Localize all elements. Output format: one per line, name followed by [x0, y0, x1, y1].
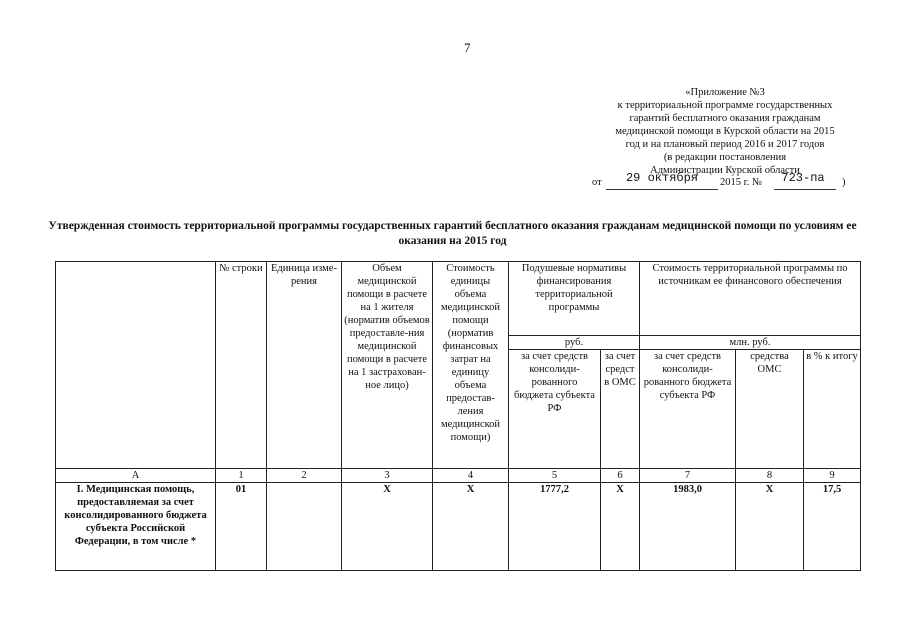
row-number: 01 — [216, 483, 267, 571]
column-index-cell: 5 — [509, 469, 601, 483]
column-index-cell: 4 — [433, 469, 509, 483]
column-index-cell: 9 — [804, 469, 861, 483]
row-total-budget: 1983,0 — [640, 483, 736, 571]
row-per-capita-oms: Х — [601, 483, 640, 571]
annex-line: гарантий бесплатного оказания гражданам — [629, 113, 821, 124]
resolution-year: 2015 г. № — [720, 177, 763, 188]
cost-table — [55, 261, 861, 571]
row-per-capita-budget: 1777,2 — [509, 483, 601, 571]
annex-line: Администрации Курской области — [650, 165, 800, 176]
number-underline — [774, 189, 836, 190]
column-index-cell: 3 — [342, 469, 433, 483]
header-oms-mln: средства ОМС — [736, 350, 804, 469]
date-underline — [606, 189, 718, 190]
resolution-reference — [592, 173, 852, 191]
header-per-capita-group: Подушевые нормативы финансирования территориальной программы — [509, 262, 640, 336]
header-budget-mln: за счет средств консолиди-рованного бюджета субъекта РФ — [640, 350, 736, 469]
resolution-date: 29 октября — [625, 171, 698, 185]
column-index-cell: 7 — [640, 469, 736, 483]
table-row — [56, 483, 861, 571]
header-oms-rub: за счет средст в ОМС — [601, 350, 640, 469]
annex-line: медицинской помощи в Курской области на 2015 — [615, 126, 835, 137]
page-number: 7 — [464, 40, 471, 55]
resolution-closing: ) — [842, 177, 846, 188]
header-per-capita-unit: руб. — [509, 336, 640, 350]
header-total-cost-unit: млн. руб. — [640, 336, 861, 350]
row-unit — [267, 483, 342, 571]
row-volume: Х — [342, 483, 433, 571]
row-label: I. Медицинская помощь, предоставляемая за счет консолидированного бюджета субъекта Российской Федерации, в том числе * — [56, 483, 216, 571]
annex-line: к территориальной программе государственных — [617, 100, 833, 111]
header-unit-cost: Стоимость единицы объема медицинской помощи (норматив финансовых затрат на единицу объема предостав-ления медицинской помощи) — [433, 262, 509, 469]
column-index-cell: А — [56, 469, 216, 483]
header-volume: Объем медицинской помощи в расчете на 1 жителя (норматив объемов предоставле-ния медицинской помощи в расчете на 1 застрахован-ное лицо) — [342, 262, 433, 469]
row-unit-cost: Х — [433, 483, 509, 571]
row-percent: 17,5 — [804, 483, 861, 571]
header-unit: Единица изме-рения — [267, 262, 342, 469]
header-row-no: № строки — [216, 262, 267, 469]
annex-line: (в редакции постановления — [663, 152, 787, 163]
annex-line: год и на плановый период 2016 и 2017 годов — [625, 139, 825, 150]
document-title: Утвержденная стоимость территориальной программы государственных гарантий бесплатного оказания гражданам медицинской помощи по условиям ее оказания на 2015 год — [48, 220, 857, 247]
header-percent: в % к итогу — [804, 350, 861, 469]
column-index-cell: 1 — [216, 469, 267, 483]
annex-line: «Приложение №3 — [685, 87, 765, 98]
resolution-number: 723-па — [781, 171, 825, 185]
column-index-cell: 8 — [736, 469, 804, 483]
resolution-prefix: от — [592, 177, 602, 188]
header-budget-rub: за счет средств консолиди-рованного бюджета субъекта РФ — [509, 350, 601, 469]
header-empty-cell — [56, 262, 216, 469]
column-index-cell: 6 — [601, 469, 640, 483]
row-total-oms: Х — [736, 483, 804, 571]
column-index-cell: 2 — [267, 469, 342, 483]
annex-block — [560, 86, 890, 177]
header-total-cost-group: Стоимость территориальной программы по источникам ее финансового обеспечения — [640, 262, 861, 336]
column-index-row — [56, 469, 861, 483]
